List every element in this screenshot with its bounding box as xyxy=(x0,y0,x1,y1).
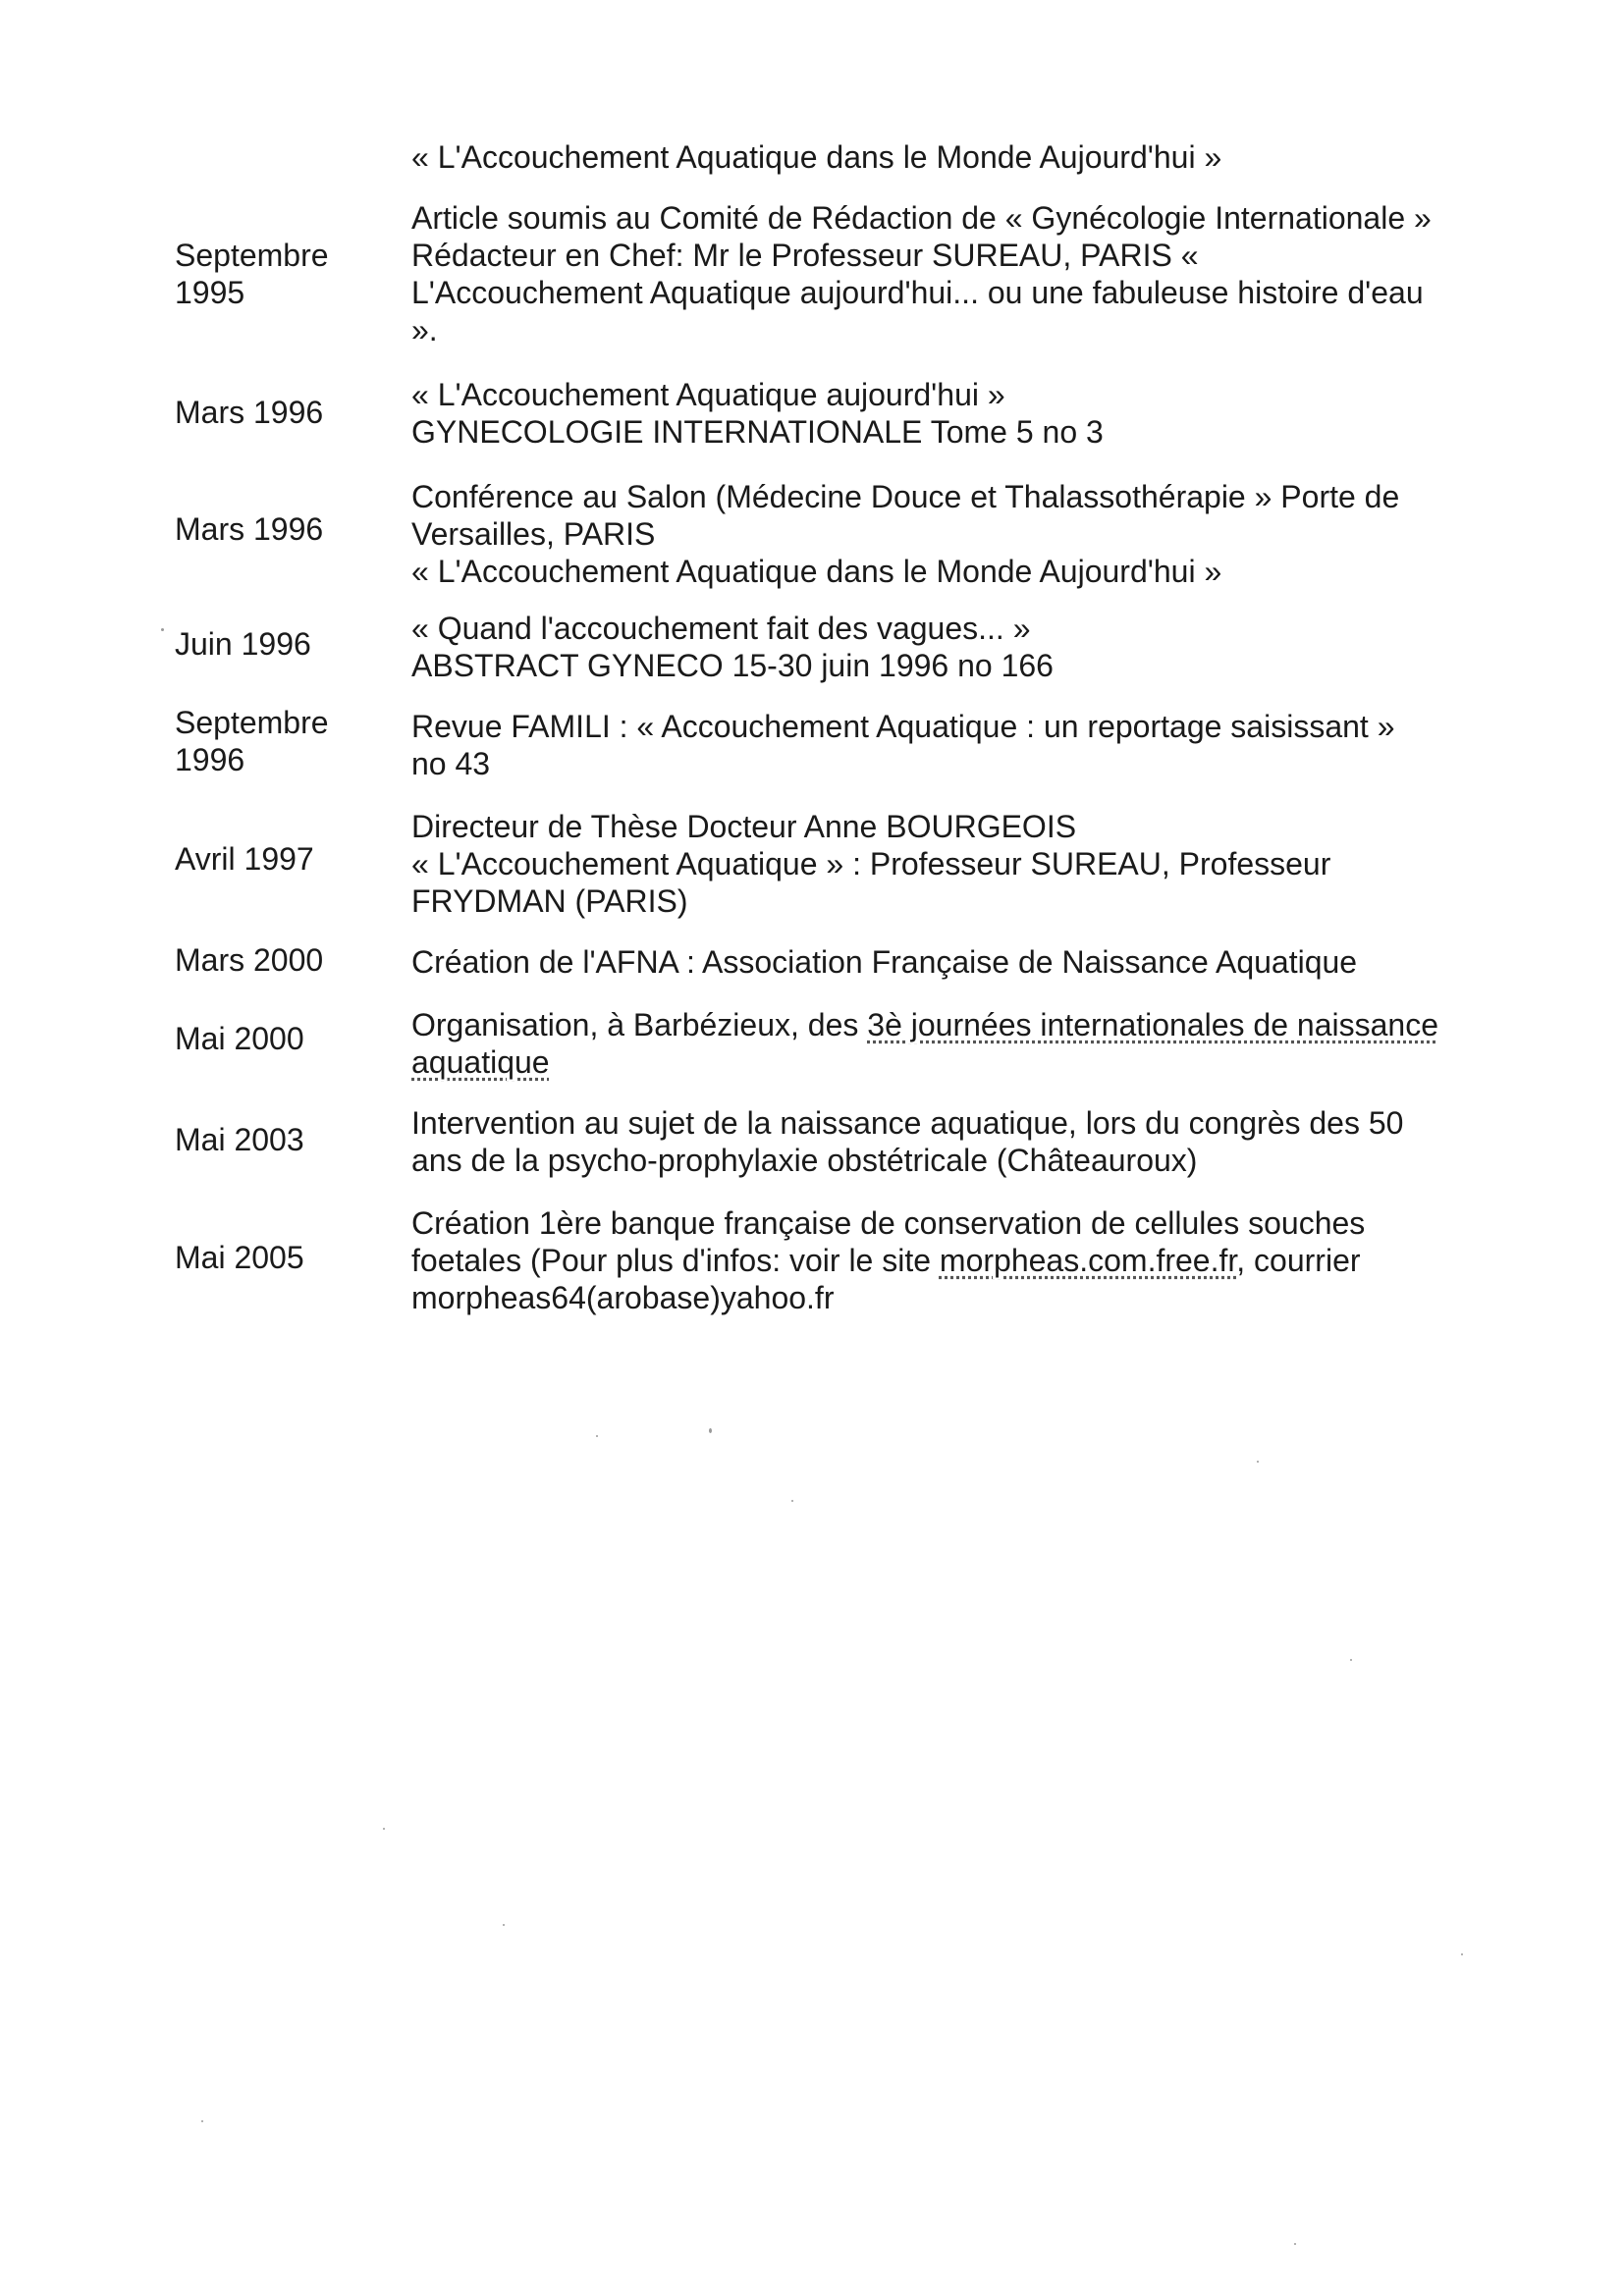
entry-line: « Quand l'accouchement fait des vagues... » xyxy=(411,611,1031,646)
entry-content xyxy=(411,199,1501,348)
entry-content xyxy=(411,1006,1501,1081)
scan-speck xyxy=(1461,1953,1463,1955)
entry-line: ABSTRACT GYNECO 15-30 juin 1996 no 166 xyxy=(411,648,1054,683)
entry-content xyxy=(411,376,1501,451)
entry-date: Septembre 1996 xyxy=(175,705,329,777)
scan-speck xyxy=(1350,1659,1352,1661)
entry-line: Rédacteur en Chef: Mr le Professeur SUREAU, PARIS « xyxy=(411,238,1199,273)
entry-text: Organisation, à Barbézieux, des xyxy=(411,1007,868,1042)
scan-speck xyxy=(161,628,164,631)
entry-content xyxy=(411,1104,1501,1179)
entry-content xyxy=(411,708,1501,782)
entry-line: ». xyxy=(411,312,438,347)
entry-date: Mars 1996 xyxy=(175,511,324,547)
entry-line: « L'Accouchement Aquatique dans le Monde Aujourd'hui » xyxy=(411,554,1222,589)
entry-line: « L'Accouchement Aquatique aujourd'hui » xyxy=(411,377,1005,412)
entry-line: Création de l'AFNA : Association Française de Naissance Aquatique xyxy=(411,944,1358,980)
entry-date: Mai 2003 xyxy=(175,1122,304,1157)
scan-speck xyxy=(383,1828,385,1830)
entry-content xyxy=(411,138,1501,176)
entry-text: foetales (Pour plus d'infos: voir le site xyxy=(411,1243,940,1278)
entry-line: Création 1ère banque française de conservation de cellules souches xyxy=(411,1205,1366,1241)
entry-line: Versailles, PARIS xyxy=(411,516,656,552)
entry-date: Mai 2000 xyxy=(175,1021,304,1056)
entry-date: Septembre 1995 xyxy=(175,238,329,310)
scan-speck xyxy=(1294,2243,1296,2245)
entry-content xyxy=(411,1204,1501,1316)
entry-line: morpheas64(arobase)yahoo.fr xyxy=(411,1280,835,1315)
scan-speck xyxy=(709,1428,712,1433)
entry-line: GYNECOLOGIE INTERNATIONALE Tome 5 no 3 xyxy=(411,414,1104,450)
entry-content xyxy=(411,610,1501,684)
entry-line: Revue FAMILI : « Accouchement Aquatique : un reportage saisissant » xyxy=(411,709,1395,744)
website-link[interactable]: morpheas.com.free.fr xyxy=(939,1243,1237,1278)
entry-line xyxy=(411,1242,1501,1279)
scan-speck xyxy=(201,2120,203,2122)
entry-line: Conférence au Salon (Médecine Douce et Thalassothérapie » Porte de xyxy=(411,479,1400,514)
entry-line: Directeur de Thèse Docteur Anne BOURGEOIS xyxy=(411,809,1077,844)
entry-line xyxy=(411,1006,1501,1043)
entry-date: Mars 2000 xyxy=(175,942,324,978)
scan-speck xyxy=(503,1924,505,1926)
entry-text: , courrier xyxy=(1236,1243,1361,1278)
entry-line: Intervention au sujet de la naissance aquatique, lors du congrès des 50 xyxy=(411,1105,1404,1141)
entry-date: Mai 2005 xyxy=(175,1240,304,1275)
entry-line: Article soumis au Comité de Rédaction de « Gynécologie Internationale » xyxy=(411,200,1432,236)
entry-date: Mars 1996 xyxy=(175,395,324,430)
entry-line: « L'Accouchement Aquatique » : Professeur SUREAU, Professeur xyxy=(411,846,1331,881)
entry-content xyxy=(411,478,1501,590)
scan-speck xyxy=(596,1435,598,1437)
journees-link[interactable]: 3è journées internationales de naissance xyxy=(867,1007,1438,1042)
entry-content xyxy=(411,943,1501,981)
scan-speck xyxy=(791,1500,793,1502)
entry-line: no 43 xyxy=(411,746,491,781)
entry-line: ans de la psycho-prophylaxie obstétricale (Châteauroux) xyxy=(411,1143,1198,1178)
entry-date: Avril 1997 xyxy=(175,841,314,877)
entry-date: Juin 1996 xyxy=(175,626,311,662)
scan-speck xyxy=(1257,1461,1259,1463)
journees-link-continued[interactable]: aquatique xyxy=(411,1044,550,1080)
entry-content xyxy=(411,808,1501,920)
entry-line: L'Accouchement Aquatique aujourd'hui... ou une fabuleuse histoire d'eau xyxy=(411,275,1424,310)
entry-line: « L'Accouchement Aquatique dans le Monde Aujourd'hui » xyxy=(411,139,1222,175)
entry-line: FRYDMAN (PARIS) xyxy=(411,883,688,919)
entry-line xyxy=(411,1043,1501,1081)
